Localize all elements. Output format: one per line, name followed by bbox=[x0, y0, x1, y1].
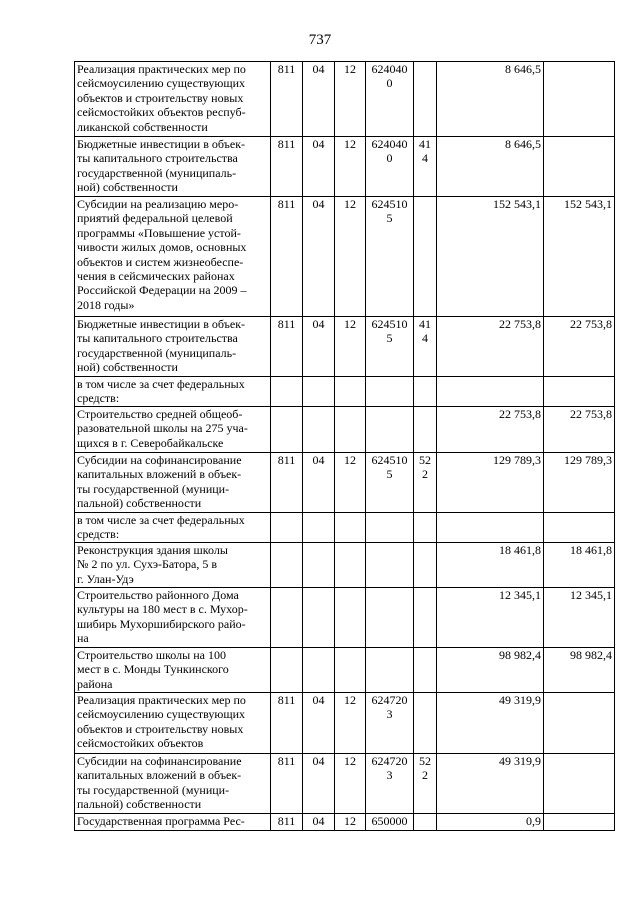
row-expense-type-code bbox=[414, 407, 437, 453]
budget-table-body bbox=[75, 62, 615, 831]
row-amount-federal: 152 543,1 bbox=[544, 197, 615, 317]
row-target-code: 624720 3 bbox=[366, 754, 414, 814]
row-ministry-code: 811 bbox=[271, 137, 303, 197]
row-section-code: 04 bbox=[303, 62, 335, 137]
row-ministry-code bbox=[271, 377, 303, 407]
row-expense-type-code: 41 4 bbox=[414, 317, 437, 377]
budget-table bbox=[74, 61, 615, 831]
row-ministry-code: 811 bbox=[271, 317, 303, 377]
row-expense-type-code: 41 4 bbox=[414, 137, 437, 197]
row-expense-type-code bbox=[414, 62, 437, 137]
row-subsection-code: 12 bbox=[335, 754, 366, 814]
row-target-code: 624510 5 bbox=[366, 197, 414, 317]
row-amount-federal: 18 461,8 bbox=[544, 543, 615, 588]
row-name: Строительство районного Дома культуры на 180 мест в с. Мухор- шибирь Мухоршибирского райо- на bbox=[75, 588, 271, 648]
row-ministry-code bbox=[271, 543, 303, 588]
row-section-code: 04 bbox=[303, 197, 335, 317]
row-name: Бюджетные инвестиции в объек- ты капитального строительства государственной (муниципаль- ной) собственности bbox=[75, 137, 271, 197]
row-amount: 18 461,8 bbox=[437, 543, 544, 588]
row-expense-type-code bbox=[414, 543, 437, 588]
row-name: Реконструкция здания школы № 2 по ул. Сухэ-Батора, 5 в г. Улан-Удэ bbox=[75, 543, 271, 588]
row-target-code: 624040 0 bbox=[366, 62, 414, 137]
row-amount: 49 319,9 bbox=[437, 754, 544, 814]
row-subsection-code bbox=[335, 543, 366, 588]
row-amount-federal bbox=[544, 377, 615, 407]
row-expense-type-code bbox=[414, 588, 437, 648]
table-row bbox=[75, 543, 615, 588]
row-expense-type-code bbox=[414, 377, 437, 407]
row-amount-federal bbox=[544, 513, 615, 543]
table-row bbox=[75, 453, 615, 513]
row-amount bbox=[437, 513, 544, 543]
row-amount-federal bbox=[544, 754, 615, 814]
row-expense-type-code: 52 2 bbox=[414, 453, 437, 513]
row-section-code: 04 bbox=[303, 453, 335, 513]
row-name: Реализация практических мер по сейсмоусилению существующих объектов и строительству новых сейсмостойких объектов bbox=[75, 693, 271, 754]
row-target-code: 624510 5 bbox=[366, 317, 414, 377]
row-amount: 8 646,5 bbox=[437, 62, 544, 137]
row-target-code: 624720 3 bbox=[366, 693, 414, 754]
row-target-code bbox=[366, 588, 414, 648]
row-ministry-code bbox=[271, 407, 303, 453]
row-subsection-code: 12 bbox=[335, 453, 366, 513]
row-amount: 152 543,1 bbox=[437, 197, 544, 317]
row-subsection-code bbox=[335, 588, 366, 648]
table-row bbox=[75, 377, 615, 407]
row-amount: 22 753,8 bbox=[437, 317, 544, 377]
row-ministry-code: 811 bbox=[271, 693, 303, 754]
row-amount: 8 646,5 bbox=[437, 137, 544, 197]
row-amount-federal bbox=[544, 814, 615, 831]
row-subsection-code bbox=[335, 648, 366, 693]
row-amount-federal: 22 753,8 bbox=[544, 317, 615, 377]
row-name: в том числе за счет федеральных средств: bbox=[75, 513, 271, 543]
row-expense-type-code bbox=[414, 513, 437, 543]
row-ministry-code bbox=[271, 588, 303, 648]
row-ministry-code bbox=[271, 648, 303, 693]
table-row bbox=[75, 648, 615, 693]
row-section-code bbox=[303, 648, 335, 693]
row-expense-type-code bbox=[414, 648, 437, 693]
row-name: в том числе за счет федеральных средств: bbox=[75, 377, 271, 407]
table-row bbox=[75, 814, 615, 831]
table-row bbox=[75, 317, 615, 377]
row-amount-federal bbox=[544, 693, 615, 754]
row-amount: 12 345,1 bbox=[437, 588, 544, 648]
row-target-code: 624040 0 bbox=[366, 137, 414, 197]
row-target-code: 650000 bbox=[366, 814, 414, 831]
row-section-code bbox=[303, 513, 335, 543]
row-section-code bbox=[303, 588, 335, 648]
row-section-code: 04 bbox=[303, 754, 335, 814]
row-expense-type-code: 52 2 bbox=[414, 754, 437, 814]
row-amount-federal bbox=[544, 137, 615, 197]
row-expense-type-code bbox=[414, 197, 437, 317]
row-section-code: 04 bbox=[303, 137, 335, 197]
row-ministry-code: 811 bbox=[271, 62, 303, 137]
table-row bbox=[75, 513, 615, 543]
table-row bbox=[75, 754, 615, 814]
row-target-code bbox=[366, 407, 414, 453]
row-amount bbox=[437, 377, 544, 407]
row-name: Субсидии на реализацию меро- приятий федеральной целевой программы «Повышение устой- чивости жилых домов, основных объектов и систем жизнеобеспе- чения в сейсмических районах Российской Федерации на 2009 – 2018 годы» bbox=[75, 197, 271, 317]
row-subsection-code bbox=[335, 407, 366, 453]
row-target-code: 624510 5 bbox=[366, 453, 414, 513]
table-row bbox=[75, 62, 615, 137]
row-amount: 22 753,8 bbox=[437, 407, 544, 453]
row-ministry-code: 811 bbox=[271, 814, 303, 831]
row-name: Субсидии на софинансирование капитальных вложений в объек- ты государственной (муници- пальной) собственности bbox=[75, 453, 271, 513]
table-row bbox=[75, 588, 615, 648]
row-amount: 0,9 bbox=[437, 814, 544, 831]
row-amount-federal: 129 789,3 bbox=[544, 453, 615, 513]
row-subsection-code: 12 bbox=[335, 62, 366, 137]
row-ministry-code: 811 bbox=[271, 197, 303, 317]
row-section-code bbox=[303, 377, 335, 407]
row-name: Строительство средней общеоб- разовательной школы на 275 уча- щихся в г. Северобайкальске bbox=[75, 407, 271, 453]
table-row bbox=[75, 407, 615, 453]
row-name: Строительство школы на 100 мест в с. Монды Тункинского района bbox=[75, 648, 271, 693]
row-amount-federal: 12 345,1 bbox=[544, 588, 615, 648]
row-subsection-code: 12 bbox=[335, 137, 366, 197]
row-target-code bbox=[366, 377, 414, 407]
row-section-code: 04 bbox=[303, 693, 335, 754]
row-target-code bbox=[366, 513, 414, 543]
page-number: 737 bbox=[308, 32, 332, 48]
row-expense-type-code bbox=[414, 693, 437, 754]
row-amount-federal: 22 753,8 bbox=[544, 407, 615, 453]
row-subsection-code bbox=[335, 377, 366, 407]
row-amount-federal bbox=[544, 62, 615, 137]
row-ministry-code: 811 bbox=[271, 754, 303, 814]
row-section-code: 04 bbox=[303, 317, 335, 377]
row-section-code bbox=[303, 407, 335, 453]
row-subsection-code: 12 bbox=[335, 814, 366, 831]
row-name: Реализация практических мер по сейсмоусилению существующих объектов и строительству новых сейсмостойких объектов респуб- ликанской собственности bbox=[75, 62, 271, 137]
row-expense-type-code bbox=[414, 814, 437, 831]
row-amount-federal: 98 982,4 bbox=[544, 648, 615, 693]
row-section-code: 04 bbox=[303, 814, 335, 831]
row-subsection-code: 12 bbox=[335, 197, 366, 317]
row-name: Субсидии на софинансирование капитальных вложений в объек- ты государственной (муници- пальной) собственности bbox=[75, 754, 271, 814]
row-amount: 98 982,4 bbox=[437, 648, 544, 693]
row-subsection-code bbox=[335, 513, 366, 543]
row-section-code bbox=[303, 543, 335, 588]
row-target-code bbox=[366, 648, 414, 693]
table-row bbox=[75, 693, 615, 754]
row-name: Бюджетные инвестиции в объек- ты капитального строительства государственной (муниципаль- ной) собственности bbox=[75, 317, 271, 377]
table-row bbox=[75, 137, 615, 197]
row-subsection-code: 12 bbox=[335, 317, 366, 377]
row-target-code bbox=[366, 543, 414, 588]
row-ministry-code bbox=[271, 513, 303, 543]
row-subsection-code: 12 bbox=[335, 693, 366, 754]
row-ministry-code: 811 bbox=[271, 453, 303, 513]
table-row bbox=[75, 197, 615, 317]
row-amount: 129 789,3 bbox=[437, 453, 544, 513]
row-name: Государственная программа Рес- bbox=[75, 814, 271, 831]
row-amount: 49 319,9 bbox=[437, 693, 544, 754]
